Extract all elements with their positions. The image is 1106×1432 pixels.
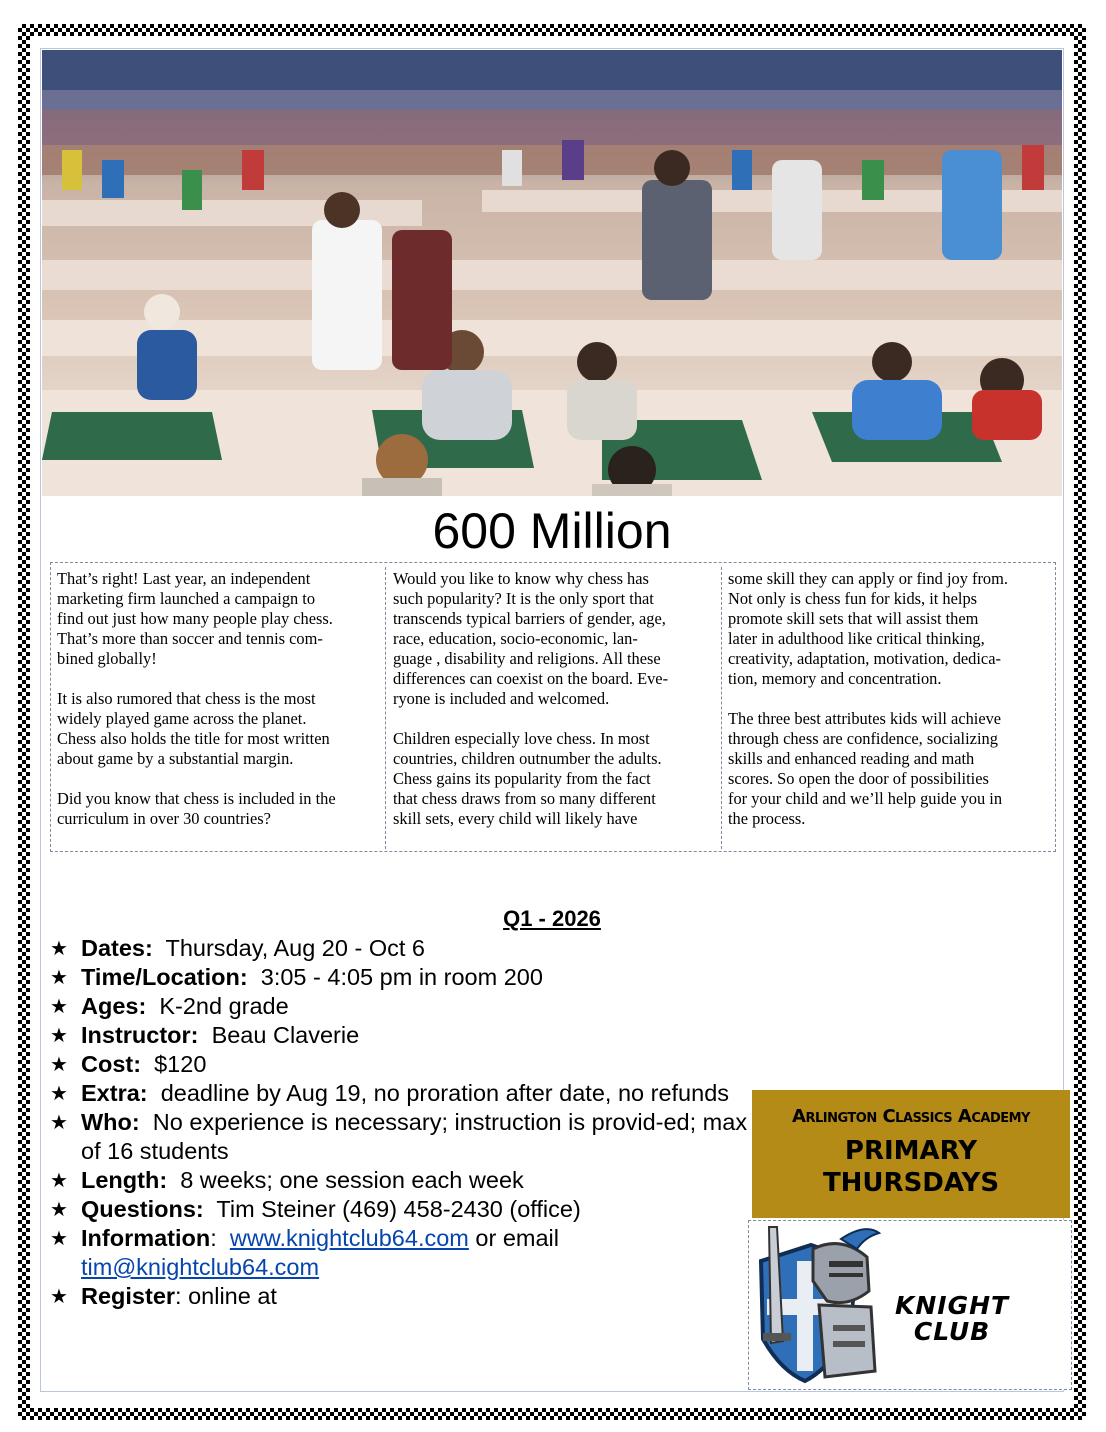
info-separator: :: [210, 1225, 217, 1251]
article-column-1: [57, 569, 383, 847]
article-column-3: [728, 569, 1054, 847]
info-value: Tim Steiner (469) 458-2430 (office): [216, 1196, 581, 1222]
info-label: Information: [81, 1225, 211, 1251]
article-paragraph: Would you like to know why chess has such popularity? It is the only sport that transcends typical barriers of gender, age, race, education, socio-economic, lan- guage , disability and religions. All these differences can coexist on the board. Eve- ryone is included and welcomed.: [393, 569, 669, 708]
info-value: $120: [154, 1051, 207, 1077]
star-icon: ★: [50, 938, 68, 960]
info-item-ages: [50, 992, 750, 1021]
knight-club-logo: [748, 1220, 1072, 1390]
info-label: Register: [81, 1283, 176, 1309]
star-icon: ★: [50, 1199, 68, 1221]
article-paragraph: Did you know that chess is included in the curriculum in over 30 countries?: [57, 789, 336, 828]
article-paragraph: It is also rumored that chess is the most widely played game across the planet. Chess also holds the title for most written about game by a substantial margin.: [57, 689, 330, 768]
info-item-cost: [50, 1050, 750, 1079]
chess-tournament-photo: [42, 50, 1062, 496]
info-item-questions: [50, 1195, 750, 1224]
info-label: Questions:: [81, 1196, 204, 1222]
info-value: Thursday, Aug 20 - Oct 6: [165, 935, 425, 961]
column-divider: [385, 567, 386, 849]
info-list: [50, 934, 750, 1311]
email-link[interactable]: tim@knightclub64.com: [81, 1254, 320, 1280]
headline: 600 Million: [432, 503, 672, 559]
wordmark-line2: CLUB: [913, 1317, 991, 1346]
article-paragraph: some skill they can apply or find joy from. Not only is chess fun for kids, it helps promote skill sets that will assist them later in adulthood like critical thinking, creativity, adaptation, motivation, dedica- tion, memory and concentration.: [728, 569, 1008, 688]
info-value: Beau Claverie: [211, 1022, 360, 1048]
info-value: K-2nd grade: [159, 993, 289, 1019]
info-item-information: [50, 1224, 750, 1282]
info-item-instructor: [50, 1021, 750, 1050]
star-icon: ★: [50, 1025, 68, 1047]
star-icon: ★: [50, 1083, 68, 1105]
info-item-register: [50, 1282, 750, 1311]
info-value: 3:05 - 4:05 pm in room 200: [260, 964, 543, 990]
program-name: [752, 1135, 1070, 1199]
star-icon: ★: [50, 1170, 68, 1192]
checkered-border-left: [18, 24, 30, 1420]
star-icon: ★: [50, 967, 68, 989]
checkered-border-top: [18, 24, 1086, 36]
info-value: or email: [475, 1225, 559, 1251]
info-item-time-location: [50, 963, 750, 992]
knight-club-wordmark: [895, 1293, 1009, 1345]
article-column-2: [393, 569, 719, 847]
star-icon: ★: [50, 1054, 68, 1076]
info-value: deadline by Aug 19, no proration after date, no refunds: [160, 1080, 730, 1106]
info-label: Length:: [81, 1167, 168, 1193]
info-item-who: [50, 1108, 750, 1166]
info-label: Extra:: [81, 1080, 148, 1106]
article-box: [50, 562, 1056, 852]
article-paragraph: The three best attributes kids will achieve through chess are confidence, socializing skills and enhanced reading and math scores. So open the door of possibilities for your child and we’ll help guide you in the process.: [728, 709, 1003, 828]
info-label: Who:: [81, 1109, 140, 1135]
info-label: Instructor:: [81, 1022, 199, 1048]
info-label: Dates:: [81, 935, 153, 961]
website-link[interactable]: www.knightclub64.com: [229, 1225, 469, 1251]
info-item-length: [50, 1166, 750, 1195]
info-label: Cost:: [81, 1051, 142, 1077]
star-icon: ★: [50, 1112, 68, 1134]
star-icon: ★: [50, 1286, 68, 1308]
info-label: Ages:: [81, 993, 147, 1019]
article-paragraph: That’s right! Last year, an independent marketing firm launched a campaign to find out just how many people play chess. That’s more than soccer and tennis com- bined globally!: [57, 569, 333, 668]
info-item-dates: [50, 934, 750, 963]
info-value: : online at: [175, 1283, 277, 1309]
info-label: Time/Location:: [81, 964, 248, 990]
article-paragraph: Children especially love chess. In most countries, children outnumber the adults. Chess gains its popularity from the fact that chess draws from so many different skill sets, every child will likely have: [393, 729, 662, 828]
info-item-extra: [50, 1079, 750, 1108]
column-divider: [721, 567, 722, 849]
star-icon: ★: [50, 996, 68, 1018]
wordmark-line1: KNIGHT: [895, 1291, 1010, 1320]
star-icon: ★: [50, 1228, 68, 1250]
academy-name: Arlington Classics Academy: [792, 1106, 1030, 1127]
section-title: Q1 - 2026: [503, 906, 601, 931]
academy-banner: [752, 1090, 1070, 1218]
checkered-border-right: [1074, 24, 1086, 1420]
program-name-line1: PRIMARY: [844, 1136, 978, 1166]
checkered-border-bottom: [18, 1408, 1086, 1420]
info-value: 8 weeks; one session each week: [180, 1167, 524, 1193]
program-name-line2: THURSDAYS: [822, 1168, 1000, 1198]
info-value: No experience is necessary; instruction is provid-ed; max of 16 students: [81, 1109, 748, 1164]
